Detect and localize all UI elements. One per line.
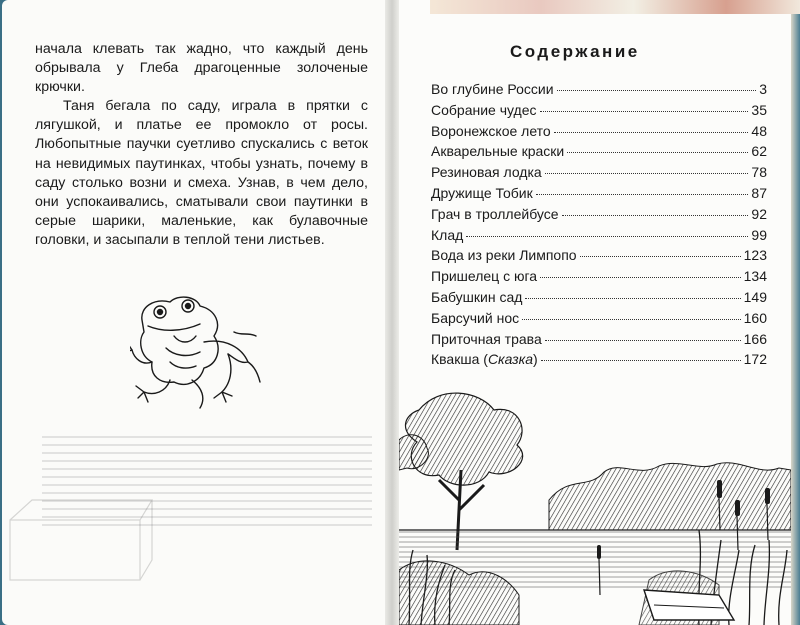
story-paragraph-2: Таня бегала по саду, играла в прятки с лягушкой, и платье ее промокло от росы. Любопытные паучки суетливо спускались с веток на невидимых паутинках, чтобы узнать, почему в саду столько возни и смеха. Узнав, в чем дело, они успокаивались, сматывали свои паутинки в серые шарики, маленькие, как булавочные головки, и засыпали в теплой тени листьев. [35,98,368,248]
toc-leader-dots [536,194,749,195]
toc-entry [431,227,767,248]
toc-leader-dots [522,319,741,320]
toc-entry [431,206,767,227]
toc-entry [431,310,767,331]
toc-entry [431,289,767,310]
toc-leader-dots [540,111,749,112]
left-page [2,0,387,625]
toc-entry-page: 78 [751,164,767,181]
page-edge [791,0,800,625]
toc-entry-page: 134 [743,268,767,285]
toc-entry [431,247,767,268]
toc-entry-title: Приточная трава [431,330,542,347]
toc-entry-title: Клад [431,226,464,243]
toc-leader-dots [541,360,741,361]
toc-entry-title: Во глубине России [431,81,554,97]
toc-entry-page: 160 [743,309,767,326]
river-landscape-icon [399,380,791,625]
toc-entry-page: 35 [751,101,767,118]
toc-entry-title: Вода из реки Лимпопо [431,247,577,264]
toc-entry-subtitle: Сказка [487,351,534,368]
toc-entry-page: 92 [751,205,767,222]
toc-leader-dots [525,298,740,299]
toc-entry-page: 123 [743,247,767,264]
toc-leader-dots [567,152,748,153]
story-text [35,40,368,250]
toc-entry-title: Пришелец с юга [431,268,538,285]
toc-entry-title: Барсучий нос [431,309,520,326]
toc-entry-page: 3 [759,81,767,97]
toc-leader-dots [562,215,749,216]
toc-entry-title: Бабушкин сад [431,288,523,305]
toc-entry [431,331,767,352]
toc-entry-title: Акварельные краски [431,143,565,160]
table-of-contents [431,81,767,372]
toc-entry [431,164,767,185]
toc-leader-dots [545,340,741,341]
toc-entry-page: 99 [751,226,767,243]
frog-drawing-icon [130,292,265,412]
toc-entry [431,81,767,102]
toc-leader-dots [466,236,748,237]
toc-leader-dots [540,277,741,278]
cover-strip [430,0,800,14]
toc-entry [431,268,767,289]
toc-entry-page: 149 [743,288,767,305]
toc-entry-page: 172 [743,351,767,368]
toc-leader-dots [557,90,757,91]
toc-entry-title: Резиновая лодка [431,164,542,181]
toc-entry [431,123,767,144]
book-gutter [385,0,399,625]
toc-leader-dots [554,132,749,133]
toc-entry-page: 48 [751,122,767,139]
toc-entry-title: Квакша (Сказка) [431,351,538,368]
toc-entry-title: Воронежское лето [431,122,551,139]
toc-entry-title-text: Квакша [431,351,480,368]
toc-leader-dots [580,256,741,257]
toc-leader-dots [545,173,749,174]
toc-entry [431,185,767,206]
toc-entry-title: Грач в троллейбусе [431,205,559,222]
story-paragraph-1: начала клевать так жадно, что каждый день обрывала у Глеба драгоценные золоченые крючки. [35,41,368,96]
show-through-sketch [2,490,162,590]
toc-entry-page: 87 [751,184,767,201]
toc-entry-page: 166 [743,330,767,347]
toc-entry [431,351,767,372]
toc-entry-page: 62 [751,143,767,160]
toc-entry-title: Собрание чудес [431,101,537,118]
toc-title: Содержание [510,42,640,61]
toc-entry [431,102,767,123]
toc-entry [431,143,767,164]
toc-entry-title: Дружище Тобик [431,184,533,201]
